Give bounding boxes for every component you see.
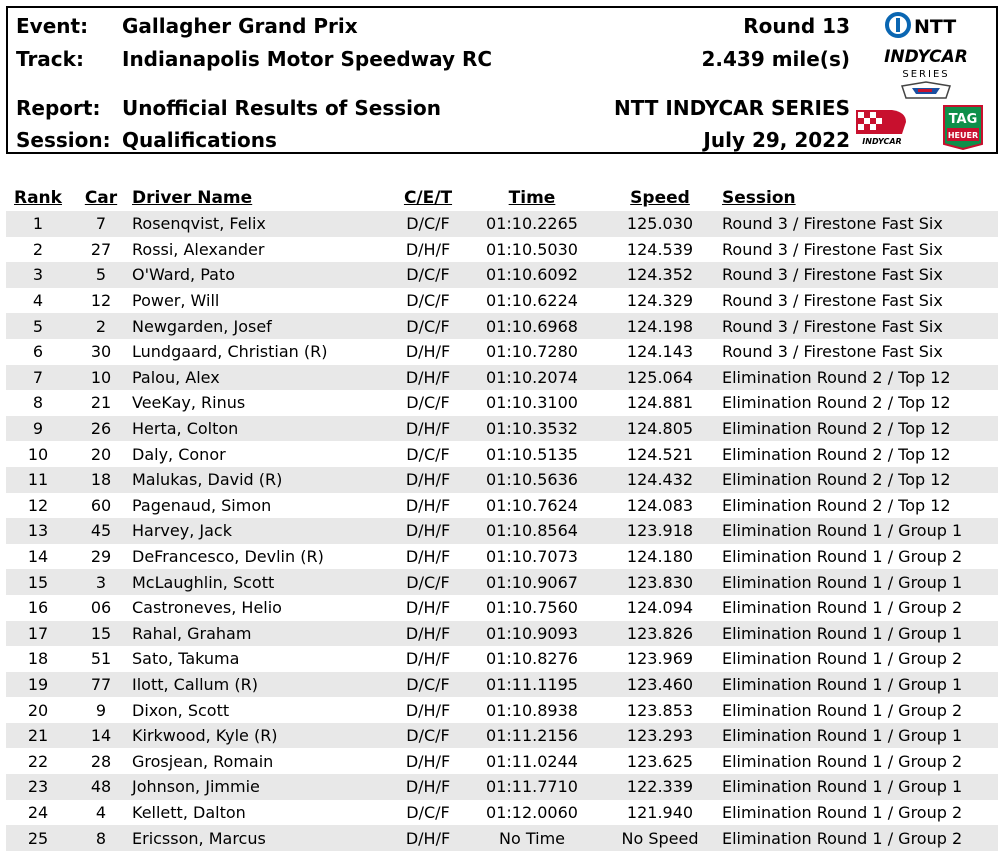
lap-time-cell: 01:10.9093 — [466, 621, 598, 647]
speed-cell: 123.830 — [598, 569, 722, 595]
driver-name-cell: VeeKay, Rinus — [132, 393, 246, 413]
cet-cell: D/H/F — [405, 495, 451, 515]
session-cell: Elimination Round 2 / Top 12 — [722, 444, 951, 464]
cet-cell: D/H/F — [405, 239, 451, 259]
cet-cell: D/H/F — [405, 649, 451, 669]
table-row — [6, 365, 998, 391]
col-car-header: Car — [84, 188, 118, 208]
car-number-cell: 8 — [70, 825, 132, 851]
rank-cell: 17 — [6, 621, 70, 647]
driver-name-cell: Ericsson, Marcus — [132, 825, 390, 851]
tag-logo-text: TAG — [948, 112, 978, 127]
cet-cell: D/H/F — [405, 598, 451, 618]
speed-cell: 125.064 — [598, 365, 722, 391]
session-cell: Elimination Round 1 / Group 2 — [722, 802, 963, 822]
col-driver-header: Driver Name — [132, 188, 253, 208]
car-number-cell: 12 — [90, 291, 112, 311]
col-time-header: Time — [508, 188, 556, 208]
indycar-logo-text: INDYCAR — [884, 47, 968, 67]
session-cell: Elimination Round 1 / Group 2 — [722, 547, 963, 567]
speed-cell: 125.030 — [598, 211, 722, 237]
speed-cell: 124.329 — [626, 291, 694, 311]
driver-name-cell: Daly, Conor — [132, 444, 226, 464]
speed-cell: 124.432 — [598, 467, 722, 493]
session-cell: Elimination Round 1 / Group 2 — [722, 825, 998, 851]
driver-name-cell: Rosenqvist, Felix — [132, 211, 390, 237]
lap-time-cell: 01:10.2265 — [466, 211, 598, 237]
car-number-cell: 45 — [70, 518, 132, 544]
rank-cell: 22 — [27, 751, 49, 771]
tag-heuer-logo — [940, 104, 986, 150]
rank-cell: 8 — [32, 393, 44, 413]
track-length: 2.439 mile(s) — [701, 47, 850, 71]
driver-name-cell: Ilott, Callum (R) — [132, 672, 390, 698]
car-number-cell: 28 — [90, 751, 112, 771]
indycar-small-text: INDYCAR — [862, 137, 902, 146]
rank-cell: 19 — [6, 672, 70, 698]
lap-time-cell: 01:11.0244 — [486, 751, 578, 771]
speed-cell: 123.460 — [598, 672, 722, 698]
car-number-cell: 48 — [70, 774, 132, 800]
rank-cell: 15 — [6, 569, 70, 595]
speed-cell: 123.625 — [626, 751, 694, 771]
ntt-indycar-series-logo — [874, 8, 978, 104]
driver-name-cell: Castroneves, Helio — [132, 598, 282, 618]
lap-time-cell: 01:10.6968 — [466, 313, 598, 339]
session-cell: Elimination Round 1 / Group 1 — [722, 723, 998, 749]
cet-cell: D/H/F — [390, 365, 466, 391]
car-number-cell: 51 — [90, 649, 112, 669]
table-row — [6, 569, 998, 595]
cet-cell: D/H/F — [405, 547, 451, 567]
cet-cell: D/H/F — [390, 416, 466, 442]
car-number-cell: 77 — [70, 672, 132, 698]
lap-time-cell: 01:12.0060 — [486, 802, 578, 822]
lap-time-cell: 01:10.7280 — [486, 342, 578, 362]
rank-cell: 7 — [6, 365, 70, 391]
session-cell: Elimination Round 1 / Group 2 — [722, 751, 963, 771]
cet-cell: D/C/F — [390, 672, 466, 698]
table-row — [6, 211, 998, 237]
driver-name-cell: Rahal, Graham — [132, 621, 390, 647]
session-cell: Elimination Round 2 / Top 12 — [722, 365, 998, 391]
round-number: Round 13 — [743, 14, 850, 38]
session-cell: Round 3 / Firestone Fast Six — [722, 239, 943, 259]
table-row — [6, 697, 998, 723]
cet-cell: D/C/F — [390, 569, 466, 595]
driver-name-cell: Lundgaard, Christian (R) — [132, 342, 328, 362]
cet-cell: D/C/F — [390, 262, 466, 288]
lap-time-cell: 01:10.5030 — [486, 239, 578, 259]
speed-cell: 124.198 — [598, 313, 722, 339]
car-number-cell: 7 — [70, 211, 132, 237]
lap-time-cell: 01:11.7710 — [466, 774, 598, 800]
car-number-cell: 26 — [70, 416, 132, 442]
session-label: Session: — [16, 128, 111, 152]
rank-cell: 14 — [27, 547, 49, 567]
lap-time-cell: 01:11.1195 — [466, 672, 598, 698]
driver-name-cell: Herta, Colton — [132, 416, 390, 442]
report-header — [6, 6, 998, 154]
session-cell: Round 3 / Firestone Fast Six — [722, 313, 998, 339]
speed-cell: 124.094 — [626, 598, 694, 618]
driver-name-cell: O'Ward, Pato — [132, 262, 390, 288]
col-cet-header: C/E/T — [403, 188, 453, 208]
col-rank-header: Rank — [14, 188, 62, 208]
driver-name-cell: McLaughlin, Scott — [132, 569, 390, 595]
session-cell: Elimination Round 1 / Group 2 — [722, 598, 963, 618]
speed-cell: 123.969 — [626, 649, 694, 669]
session-cell: Round 3 / Firestone Fast Six — [722, 211, 998, 237]
col-session-header: Session — [722, 188, 796, 208]
rank-cell: 6 — [32, 342, 44, 362]
track-label: Track: — [16, 47, 84, 71]
session-cell: Elimination Round 1 / Group 2 — [722, 649, 963, 669]
driver-name-cell: Sato, Takuma — [132, 649, 240, 669]
table-row — [6, 237, 998, 263]
rank-cell: 25 — [6, 825, 70, 851]
car-number-cell: 60 — [90, 495, 112, 515]
rank-cell: 5 — [6, 313, 70, 339]
lap-time-cell: 01:10.7073 — [486, 547, 578, 567]
lap-time-cell: 01:11.2156 — [466, 723, 598, 749]
table-row — [6, 467, 998, 493]
rank-cell: 11 — [6, 467, 70, 493]
rank-cell: 12 — [27, 495, 49, 515]
table-row — [6, 339, 998, 365]
car-number-cell: 3 — [70, 569, 132, 595]
car-number-cell: 27 — [90, 239, 112, 259]
car-number-cell: 10 — [70, 365, 132, 391]
cet-cell: D/H/F — [390, 621, 466, 647]
speed-cell: 123.918 — [598, 518, 722, 544]
speed-cell: No Speed — [598, 825, 722, 851]
table-row — [6, 800, 998, 826]
session-cell: Elimination Round 1 / Group 1 — [722, 621, 998, 647]
table-row — [6, 518, 998, 544]
series-logo-text: SERIES — [902, 69, 950, 80]
driver-name-cell: Rossi, Alexander — [132, 239, 265, 259]
session-cell: Elimination Round 2 / Top 12 — [722, 495, 951, 515]
table-row — [6, 313, 998, 339]
car-number-cell: 4 — [95, 802, 107, 822]
cet-cell: D/C/F — [406, 802, 450, 822]
cet-cell: D/C/F — [406, 291, 450, 311]
table-row — [6, 825, 998, 851]
report-value: Unofficial Results of Session — [122, 96, 441, 120]
rank-cell: 9 — [6, 416, 70, 442]
session-cell: Round 3 / Firestone Fast Six — [722, 291, 943, 311]
rank-cell: 3 — [6, 262, 70, 288]
report-label: Report: — [16, 96, 101, 120]
event-label: Event: — [16, 14, 89, 38]
rank-cell: 2 — [32, 239, 44, 259]
lap-time-cell: 01:10.5636 — [466, 467, 598, 493]
cet-cell: D/H/F — [405, 751, 451, 771]
lap-time-cell: 01:10.2074 — [466, 365, 598, 391]
driver-name-cell: Johnson, Jimmie — [132, 774, 390, 800]
rank-cell: 24 — [27, 802, 49, 822]
cet-cell: D/H/F — [405, 342, 451, 362]
cet-cell: D/H/F — [390, 774, 466, 800]
driver-name-cell: Harvey, Jack — [132, 518, 390, 544]
rank-cell: 13 — [6, 518, 70, 544]
speed-cell: 123.853 — [626, 700, 694, 720]
driver-name-cell: DeFrancesco, Devlin (R) — [132, 547, 324, 567]
rank-cell: 21 — [6, 723, 70, 749]
session-cell: Elimination Round 2 / Top 12 — [722, 393, 951, 413]
driver-name-cell: Power, Will — [132, 291, 220, 311]
cet-cell: D/H/F — [390, 518, 466, 544]
car-number-cell: 29 — [90, 547, 112, 567]
cet-cell: D/C/F — [406, 393, 450, 413]
driver-name-cell: Palou, Alex — [132, 365, 390, 391]
car-number-cell: 5 — [70, 262, 132, 288]
lap-time-cell: 01:10.3532 — [466, 416, 598, 442]
ntt-logo-text: NTT — [914, 16, 957, 38]
table-row — [6, 416, 998, 442]
table-row — [6, 493, 998, 519]
cet-cell: D/H/F — [390, 825, 466, 851]
table-row — [6, 672, 998, 698]
speed-cell: 124.180 — [626, 547, 694, 567]
rank-cell: 1 — [6, 211, 70, 237]
cet-cell: D/C/F — [390, 211, 466, 237]
driver-name-cell: Pagenaud, Simon — [132, 495, 272, 515]
session-cell: Elimination Round 1 / Group 1 — [722, 774, 998, 800]
lap-time-cell: 01:10.6224 — [486, 291, 578, 311]
cet-cell: D/H/F — [405, 700, 451, 720]
speed-cell: 123.293 — [598, 723, 722, 749]
driver-name-cell: Newgarden, Josef — [132, 313, 390, 339]
speed-cell: 124.539 — [626, 239, 694, 259]
rank-cell: 16 — [27, 598, 49, 618]
lap-time-cell: No Time — [466, 825, 598, 851]
driver-name-cell: Kirkwood, Kyle (R) — [132, 723, 390, 749]
speed-cell: 124.083 — [626, 495, 694, 515]
rank-cell: 18 — [27, 649, 49, 669]
session-cell: Elimination Round 2 / Top 12 — [722, 467, 998, 493]
col-speed-header: Speed — [630, 188, 690, 208]
table-row — [6, 748, 998, 774]
driver-name-cell: Grosjean, Romain — [132, 751, 274, 771]
series-name: NTT INDYCAR SERIES — [613, 96, 850, 120]
speed-cell: 124.143 — [626, 342, 694, 362]
table-row — [6, 288, 998, 314]
table-row — [6, 595, 998, 621]
table-row — [6, 723, 998, 749]
car-number-cell: 2 — [70, 313, 132, 339]
heuer-logo-text: HEUER — [947, 131, 979, 140]
table-row — [6, 646, 998, 672]
lap-time-cell: 01:10.5135 — [486, 444, 578, 464]
car-number-cell: 30 — [90, 342, 112, 362]
car-number-cell: 20 — [90, 444, 112, 464]
event-date: July 29, 2022 — [703, 128, 850, 152]
session-cell: Elimination Round 1 / Group 2 — [722, 700, 963, 720]
session-cell: Elimination Round 1 / Group 1 — [722, 672, 998, 698]
lap-time-cell: 01:10.6092 — [466, 262, 598, 288]
car-number-cell: 21 — [90, 393, 112, 413]
session-value: Qualifications — [122, 128, 277, 152]
speed-cell: 122.339 — [598, 774, 722, 800]
table-row — [6, 390, 998, 416]
rank-cell: 23 — [6, 774, 70, 800]
table-row — [6, 774, 998, 800]
speed-cell: 124.805 — [598, 416, 722, 442]
driver-name-cell: Malukas, David (R) — [132, 467, 390, 493]
results-body — [6, 211, 998, 851]
speed-cell: 121.940 — [626, 802, 694, 822]
car-number-cell: 15 — [70, 621, 132, 647]
speed-cell: 124.352 — [598, 262, 722, 288]
speed-cell: 124.521 — [626, 444, 694, 464]
car-number-cell: 14 — [70, 723, 132, 749]
lap-time-cell: 01:10.7560 — [486, 598, 578, 618]
lap-time-cell: 01:10.8938 — [486, 700, 578, 720]
session-cell: Elimination Round 1 / Group 1 — [722, 569, 998, 595]
lap-time-cell: 01:10.3100 — [486, 393, 578, 413]
table-row — [6, 544, 998, 570]
lap-time-cell: 01:10.7624 — [486, 495, 578, 515]
car-number-cell: 9 — [95, 700, 107, 720]
lap-time-cell: 01:10.8564 — [466, 518, 598, 544]
table-row — [6, 262, 998, 288]
lap-time-cell: 01:10.8276 — [486, 649, 578, 669]
results-table — [6, 185, 998, 851]
rank-cell: 4 — [32, 291, 44, 311]
cet-cell: D/C/F — [406, 444, 450, 464]
speed-cell: 123.826 — [598, 621, 722, 647]
cet-cell: D/C/F — [390, 723, 466, 749]
car-number-cell: 18 — [70, 467, 132, 493]
cet-cell: D/C/F — [390, 313, 466, 339]
session-cell: Elimination Round 1 / Group 1 — [722, 518, 998, 544]
rank-cell: 20 — [27, 700, 49, 720]
rank-cell: 10 — [27, 444, 49, 464]
table-row — [6, 441, 998, 467]
table-row — [6, 621, 998, 647]
speed-cell: 124.881 — [626, 393, 694, 413]
driver-name-cell: Kellett, Dalton — [132, 802, 246, 822]
driver-name-cell: Dixon, Scott — [132, 700, 230, 720]
session-cell: Round 3 / Firestone Fast Six — [722, 342, 943, 362]
session-cell: Elimination Round 2 / Top 12 — [722, 416, 998, 442]
lap-time-cell: 01:10.9067 — [466, 569, 598, 595]
event-value: Gallagher Grand Prix — [122, 14, 358, 38]
session-cell: Round 3 / Firestone Fast Six — [722, 262, 998, 288]
track-value: Indianapolis Motor Speedway RC — [122, 47, 493, 71]
cet-cell: D/H/F — [390, 467, 466, 493]
indycar-flag-logo — [852, 106, 912, 146]
table-header-row — [6, 185, 998, 211]
car-number-cell: 06 — [90, 598, 112, 618]
